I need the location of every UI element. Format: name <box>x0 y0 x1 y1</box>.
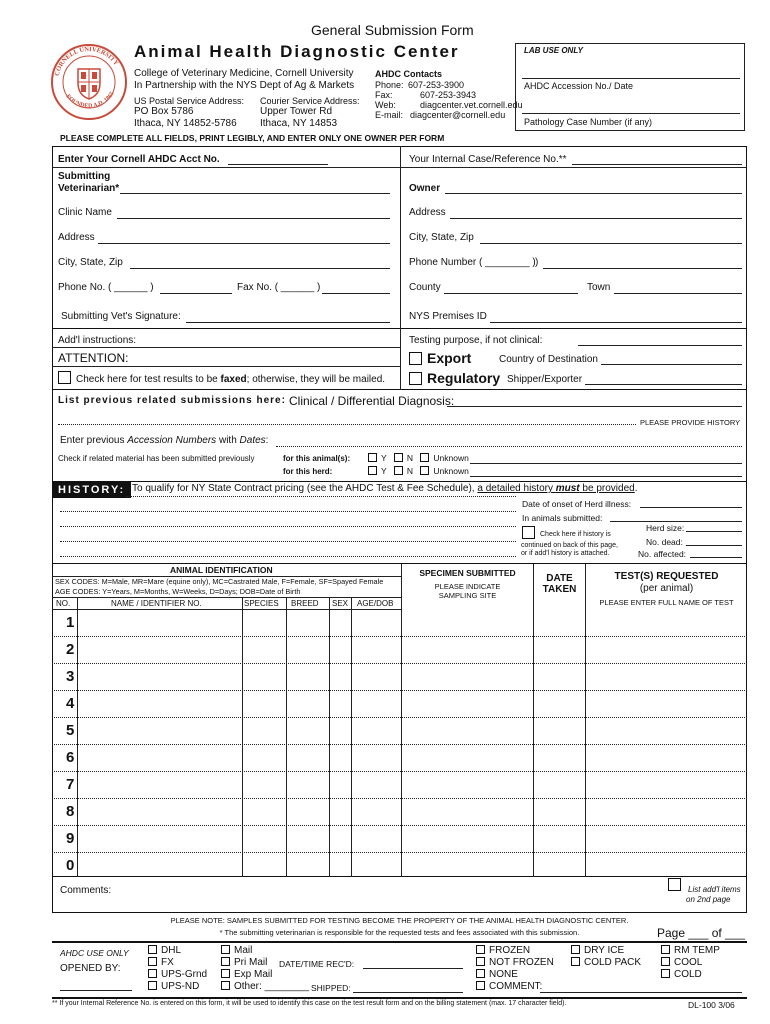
acct-row-bottom <box>52 167 747 168</box>
history-instructions <box>132 483 637 494</box>
list-addl-1: List add'l items <box>688 885 741 894</box>
ship-dhl-checkbox[interactable] <box>148 945 157 954</box>
ship-mail-label: Mail <box>234 945 253 956</box>
no-affected-input[interactable] <box>690 557 742 558</box>
testing-purpose-label: Testing purpose, if not clinical: <box>409 335 543 346</box>
internal-ref-input[interactable] <box>572 164 742 165</box>
vet-phone-input[interactable] <box>160 293 232 294</box>
history-cont-1: Check here if history is <box>540 531 611 538</box>
contacts-phone-row <box>375 80 465 90</box>
colhead-line <box>52 609 401 610</box>
footer-note: ** If your Internal Reference No. is entered on this form, it will be used to identify this case on the test result form and on the billing statement (max. 17 character field). <box>52 1000 567 1007</box>
tests-full-name: PLEASE ENTER FULL NAME OF TEST <box>599 598 734 607</box>
for-herd-label: for this herd: <box>283 467 333 476</box>
cool-checkbox[interactable] <box>661 957 670 966</box>
acct-label: Enter Your Cornell AHDC Acct No. <box>58 154 220 165</box>
contacts-web-label: Web: <box>375 100 396 110</box>
no-dead-input[interactable] <box>686 545 742 546</box>
row-number-10: 0 <box>66 857 75 874</box>
vet-phone-label: Phone No. ( ______ ) <box>58 282 154 293</box>
shipped-label: SHIPPED: <box>311 983 351 993</box>
acct-input[interactable] <box>228 164 328 165</box>
ahdc-top-rule <box>52 941 747 943</box>
ship-col1 <box>148 945 207 993</box>
contacts-fax-label: Fax: <box>375 90 393 100</box>
ship-dhl-label: DHL <box>161 945 182 956</box>
enter-previous-1: Enter previous <box>60 435 128 446</box>
owner-address-label: Address <box>409 207 446 218</box>
ahdc-comment-input[interactable] <box>540 992 742 993</box>
datetime-recd-label: DATE/TIME REC'D: <box>279 959 355 969</box>
clinic-label: Clinic Name <box>58 207 112 218</box>
col-name-header: NAME / IDENTIFIER NO. <box>111 599 202 608</box>
owner-phone-label: Phone Number ( ________ ) <box>409 257 536 268</box>
onset-input[interactable] <box>640 507 742 508</box>
contacts-web: diagcenter.vet.cornell.edu <box>420 100 523 110</box>
herd-n-checkbox[interactable] <box>394 466 403 475</box>
tests-header: TEST(S) REQUESTED <box>614 571 719 582</box>
col-div-no <box>77 597 78 877</box>
provide-history: PLEASE PROVIDE HISTORY <box>640 418 741 427</box>
tests-per-animal: (per animal) <box>639 583 694 594</box>
veterinarian-input[interactable] <box>120 193 390 194</box>
contacts-email: diagcenter@cornell.edu <box>410 110 506 120</box>
dry-ice-checkbox[interactable] <box>571 945 580 954</box>
herd-yn-row <box>368 466 469 476</box>
clinic-input[interactable] <box>117 218 390 219</box>
premises-input[interactable] <box>490 322 742 323</box>
row-number-1: 1 <box>66 614 75 631</box>
shipper-input[interactable] <box>585 384 742 385</box>
fax-check-text: Check here for test results to be <box>76 374 221 386</box>
col-div-date <box>533 564 534 877</box>
previous-accession-input[interactable] <box>276 446 742 447</box>
history-line-5[interactable] <box>60 556 516 557</box>
county-input[interactable] <box>444 293 578 294</box>
date-taken-2: TAKEN <box>542 584 577 595</box>
sex-codes: SEX CODES: M=Male, MR=Mare (equine only), MC=Castrated Male, F=Female, SF=Spayed Female <box>55 577 384 586</box>
rm-temp-checkbox[interactable] <box>661 945 670 954</box>
animals-y-label: Y <box>381 453 387 463</box>
vet-address-label: Address <box>58 232 95 243</box>
for-animals-label: for this animal(s): <box>283 454 351 463</box>
history-line-2[interactable] <box>60 511 516 512</box>
shipped-input[interactable] <box>353 992 463 993</box>
page-label: Page ___ of ___ <box>657 926 746 940</box>
fax-results-checkbox-row[interactable] <box>58 373 385 386</box>
col-div-specimen <box>401 564 402 877</box>
vet-city-label: City, State, Zip <box>58 257 123 268</box>
contacts-header: AHDC Contacts <box>375 69 443 79</box>
testing-purpose-input[interactable] <box>578 345 742 346</box>
ship-mail-checkbox[interactable] <box>221 945 230 954</box>
contacts-phone-label: Phone: <box>375 80 404 90</box>
lab-use-header: LAB USE ONLY <box>524 46 583 55</box>
owner-label: Owner <box>409 183 441 194</box>
enter-previous-3: with <box>216 435 240 446</box>
clinical-label: Clinical / Differential Diagnosis: <box>289 394 455 408</box>
attention-label: ATTENTION: <box>58 351 129 365</box>
owner-phone-input[interactable] <box>543 268 742 269</box>
country-input[interactable] <box>601 364 742 365</box>
herd-n-label: N <box>406 466 414 476</box>
herd-related-input[interactable] <box>470 476 742 477</box>
history-text-2: a detailed history <box>477 483 556 494</box>
svg-text:CORNELL UNIVERSITY: CORNELL UNIVERSITY <box>53 45 120 77</box>
list-addl-checkbox[interactable] <box>668 880 686 893</box>
submitting-label: Submitting <box>58 171 111 182</box>
not-frozen-checkbox[interactable] <box>476 957 485 966</box>
table-row[interactable] <box>52 717 747 718</box>
comments-label[interactable]: Comments: <box>60 885 112 896</box>
courier-line2: Ithaca, NY 14853 <box>260 118 338 129</box>
cond-col1 <box>476 945 554 993</box>
list-addl-2: on 2nd page <box>686 895 731 904</box>
herd-y-checkbox[interactable] <box>368 466 377 475</box>
animals-unknown-checkbox[interactable] <box>420 453 429 462</box>
specimen-sub2: SAMPLING SITE <box>438 591 497 600</box>
export-checkbox-row[interactable] <box>409 350 471 367</box>
county-label: County <box>409 282 441 293</box>
history-badge: HISTORY: <box>52 482 131 498</box>
animals-related-input[interactable] <box>470 463 742 464</box>
center-name: Animal Health Diagnostic Center <box>134 42 460 61</box>
table-row[interactable] <box>52 744 747 745</box>
row-number-6: 6 <box>66 749 75 766</box>
table-row[interactable] <box>52 636 747 637</box>
col-age-header: AGE/DOB <box>357 599 394 608</box>
specimen-header: SPECIMEN SUBMITTED <box>419 568 516 578</box>
herd-unknown-checkbox[interactable] <box>420 466 429 475</box>
not-frozen-label: NOT FROZEN <box>489 957 554 968</box>
row-number-4: 4 <box>66 695 75 712</box>
col-no-header: NO. <box>56 599 71 608</box>
row-number-7: 7 <box>66 776 75 793</box>
fax-rest: ; otherwise, they will be mailed. <box>246 374 386 386</box>
ship-exp-mail-checkbox[interactable] <box>221 969 230 978</box>
enter-previous-label <box>60 435 268 446</box>
addl-instructions-label: Add'l instructions: <box>58 335 137 346</box>
date-taken-1: DATE <box>546 573 573 584</box>
history-line-3[interactable] <box>60 526 516 527</box>
table-row[interactable] <box>52 852 747 853</box>
regulatory-label: Regulatory <box>427 370 501 386</box>
cold-pack-label: COLD PACK <box>584 957 642 968</box>
contacts-email-label: E-mail: <box>375 110 404 120</box>
clinical-line-2[interactable] <box>58 424 636 425</box>
no-dead-label: No. dead: <box>646 537 683 547</box>
ship-ups-nd-label: UPS-ND <box>161 981 200 992</box>
cond-col3 <box>661 945 720 981</box>
table-row[interactable] <box>52 771 747 772</box>
history-text-1: To qualify for NY State Contract pricing (see the AHDC Test & Fee Schedule), <box>132 483 478 494</box>
row-number-2: 2 <box>66 641 75 658</box>
age-codes: AGE CODES: Y=Years, M=Months, W=Weeks, D=Days; DOB=Date of Birth <box>55 587 301 596</box>
animals-n-label: N <box>406 453 414 463</box>
col-div-name <box>242 597 243 877</box>
vet-city-input[interactable] <box>130 268 390 269</box>
attention-line[interactable] <box>52 366 400 367</box>
cold-checkbox[interactable] <box>661 969 670 978</box>
history-must: must <box>555 483 580 494</box>
col-div-breed <box>329 597 330 877</box>
pathology-label: Pathology Case Number (if any) <box>524 117 653 127</box>
comments-section <box>52 877 747 913</box>
enter-previous-2: Accession Numbers <box>127 435 217 446</box>
history-line-1[interactable] <box>126 496 516 497</box>
owner-city-input[interactable] <box>480 243 742 244</box>
history-cont-2: continued on back of this page, <box>521 542 618 549</box>
dry-ice-label: DRY ICE <box>584 945 625 956</box>
ship-ups-nd-checkbox[interactable] <box>148 981 157 990</box>
table-row[interactable] <box>52 690 747 691</box>
col-div-tests <box>585 564 586 877</box>
vet-fax-label: Fax No. ( ______ ) <box>237 282 321 293</box>
vet-address-input[interactable] <box>98 243 390 244</box>
postal-header: US Postal Service Address: <box>134 96 245 106</box>
college-line1: College of Veterinary Medicine, Cornell University <box>134 68 354 79</box>
form-title: General Submission Form <box>311 22 474 38</box>
ship-fx-checkbox[interactable] <box>148 957 157 966</box>
enter-previous-5: : <box>265 435 269 446</box>
attention-divider <box>400 329 401 390</box>
animal-id-header: ANIMAL IDENTIFICATION <box>170 565 273 575</box>
signature-input[interactable] <box>186 322 390 323</box>
comment-label: COMMENT: <box>489 981 543 992</box>
none-label: NONE <box>489 969 518 980</box>
related-label: List previous related submissions here: <box>58 395 286 406</box>
no-affected-label: No. affected: <box>638 549 687 559</box>
datetime-recd-input[interactable] <box>363 968 463 969</box>
history-cont-3: or if add'l history is attached. <box>521 550 610 557</box>
owner-address-input[interactable] <box>450 218 742 219</box>
ship-pri-mail-checkbox[interactable] <box>221 957 230 966</box>
history-text-3: be provided <box>579 483 635 494</box>
export-checkbox[interactable] <box>409 352 422 365</box>
regulatory-checkbox[interactable] <box>409 372 422 385</box>
accession-label: AHDC Accession No./ Date <box>524 81 634 91</box>
col-species-header: SPECIES <box>244 599 279 608</box>
comment-checkbox[interactable] <box>476 981 485 990</box>
ahdc-bottom-rule <box>52 997 747 999</box>
opened-by-input[interactable] <box>60 990 132 991</box>
herd-size-label: Herd size: <box>646 523 685 533</box>
cond-col2 <box>571 945 641 969</box>
none-checkbox[interactable] <box>476 969 485 978</box>
contacts-email-row <box>375 110 506 120</box>
cool-label: COOL <box>674 957 703 968</box>
herd-unknown-label: Unknown <box>433 466 469 476</box>
animals-unknown-label: Unknown <box>433 453 469 463</box>
ship-fx-label: FX <box>161 957 174 968</box>
specimen-sub1: PLEASE INDICATE <box>434 582 501 591</box>
contacts-fax-row <box>375 90 477 100</box>
town-input[interactable] <box>614 293 742 294</box>
history-line-4[interactable] <box>60 541 516 542</box>
property-note: PLEASE NOTE: SAMPLES SUBMITTED FOR TESTING BECOME THE PROPERTY OF THE ANIMAL HEALTH DIAGNOSTIC CENTER. <box>170 916 629 925</box>
country-label: Country of Destination <box>499 354 598 365</box>
ship-other-checkbox[interactable] <box>221 981 230 990</box>
contact-divider <box>400 146 401 329</box>
herd-y-label: Y <box>381 466 387 476</box>
row-number-3: 3 <box>66 668 75 685</box>
svg-text:FOUNDED A.D. 1865: FOUNDED A.D. 1865 <box>64 91 116 110</box>
premises-label: NYS Premises ID <box>409 311 487 322</box>
col-breed-header: BREED <box>291 599 319 608</box>
row-number-9: 9 <box>66 830 75 847</box>
frozen-label: FROZEN <box>489 945 531 956</box>
contacts-fax: 607-253-3943 <box>420 90 477 100</box>
herd-size-input[interactable] <box>686 531 742 532</box>
accession-line[interactable] <box>522 78 740 79</box>
codes-line <box>52 597 401 598</box>
ship-other-label: Other: ________ <box>234 981 310 992</box>
table-row[interactable] <box>52 798 747 799</box>
animals-n-checkbox[interactable] <box>394 453 403 462</box>
opened-by-label: OPENED BY: <box>60 963 121 974</box>
animal-table <box>52 564 747 877</box>
college-line2: In Partnership with the NYS Dept of Ag & Markets <box>134 80 355 91</box>
row-number-8: 8 <box>66 803 75 820</box>
ship-col2 <box>221 945 309 993</box>
contacts-phone: 607-253-3900 <box>408 80 465 90</box>
veterinarian-label: Veterinarian* <box>58 183 120 194</box>
col-div-sex <box>351 597 352 877</box>
phone-close-paren: ) <box>535 257 539 268</box>
rm-temp-label: RM TEMP <box>674 945 720 956</box>
submitted-label: In animals submitted: <box>522 513 603 523</box>
responsibility-note: * The submitting veterinarian is responsible for the requested tests and fees associated with this submission. <box>219 928 580 937</box>
regulatory-checkbox-row[interactable] <box>409 370 500 387</box>
ahdc-use-only: AHDC USE ONLY <box>60 948 129 958</box>
ship-pri-mail-label: Pri Mail <box>234 957 268 968</box>
animals-yn-row <box>368 453 469 463</box>
submitted-input[interactable] <box>610 521 742 522</box>
ship-ups-grnd-checkbox[interactable] <box>148 969 157 978</box>
postal-line2: Ithaca, NY 14852-5786 <box>134 118 237 129</box>
owner-input[interactable] <box>445 193 742 194</box>
export-label: Export <box>427 350 472 366</box>
town-label: Town <box>587 282 611 293</box>
check-related-label: Check if related material has been submitted previously <box>58 454 255 463</box>
history-text-4: . <box>634 483 638 494</box>
fax-results-checkbox[interactable] <box>58 371 71 384</box>
shipper-label: Shipper/Exporter <box>507 374 583 385</box>
cold-label: COLD <box>674 969 702 980</box>
clinical-input[interactable] <box>447 406 742 407</box>
table-row[interactable] <box>52 825 747 826</box>
pathology-line[interactable] <box>522 113 740 114</box>
contacts-web-row <box>375 100 523 110</box>
ship-ups-grnd-label: UPS-Grnd <box>161 969 208 980</box>
frozen-checkbox[interactable] <box>476 945 485 954</box>
vet-fax-input[interactable] <box>322 293 390 294</box>
postal-line1: PO Box 5786 <box>134 106 194 117</box>
courier-header: Courier Service Address: <box>260 96 360 106</box>
form-code: DL-100 3/06 <box>688 1000 735 1010</box>
row-number-5: 5 <box>66 722 75 739</box>
owner-city-label: City, State, Zip <box>409 232 474 243</box>
table-row[interactable] <box>52 663 747 664</box>
onset-label: Date of onset of Herd illness: <box>522 499 632 509</box>
fax-word: faxed <box>220 374 247 386</box>
col-sex-header: SEX <box>332 599 349 608</box>
signature-label: Submitting Vet's Signature: <box>61 311 181 322</box>
cornell-seal-icon <box>50 43 128 124</box>
courier-line1: Upper Tower Rd <box>260 106 333 117</box>
animals-y-checkbox[interactable] <box>368 453 377 462</box>
addl-instructions-line[interactable] <box>52 347 400 348</box>
instructions: PLEASE COMPLETE ALL FIELDS, PRINT LEGIBLY, AND ENTER ONLY ONE OWNER PER FORM <box>60 133 445 143</box>
history-continued-checkbox[interactable] <box>522 528 540 541</box>
cold-pack-checkbox[interactable] <box>571 957 580 966</box>
ship-exp-mail-label: Exp Mail <box>234 969 273 980</box>
internal-ref-label: Your Internal Case/Reference No.** <box>409 154 567 165</box>
enter-previous-4: Dates <box>239 435 266 446</box>
col-div-species <box>286 597 287 877</box>
